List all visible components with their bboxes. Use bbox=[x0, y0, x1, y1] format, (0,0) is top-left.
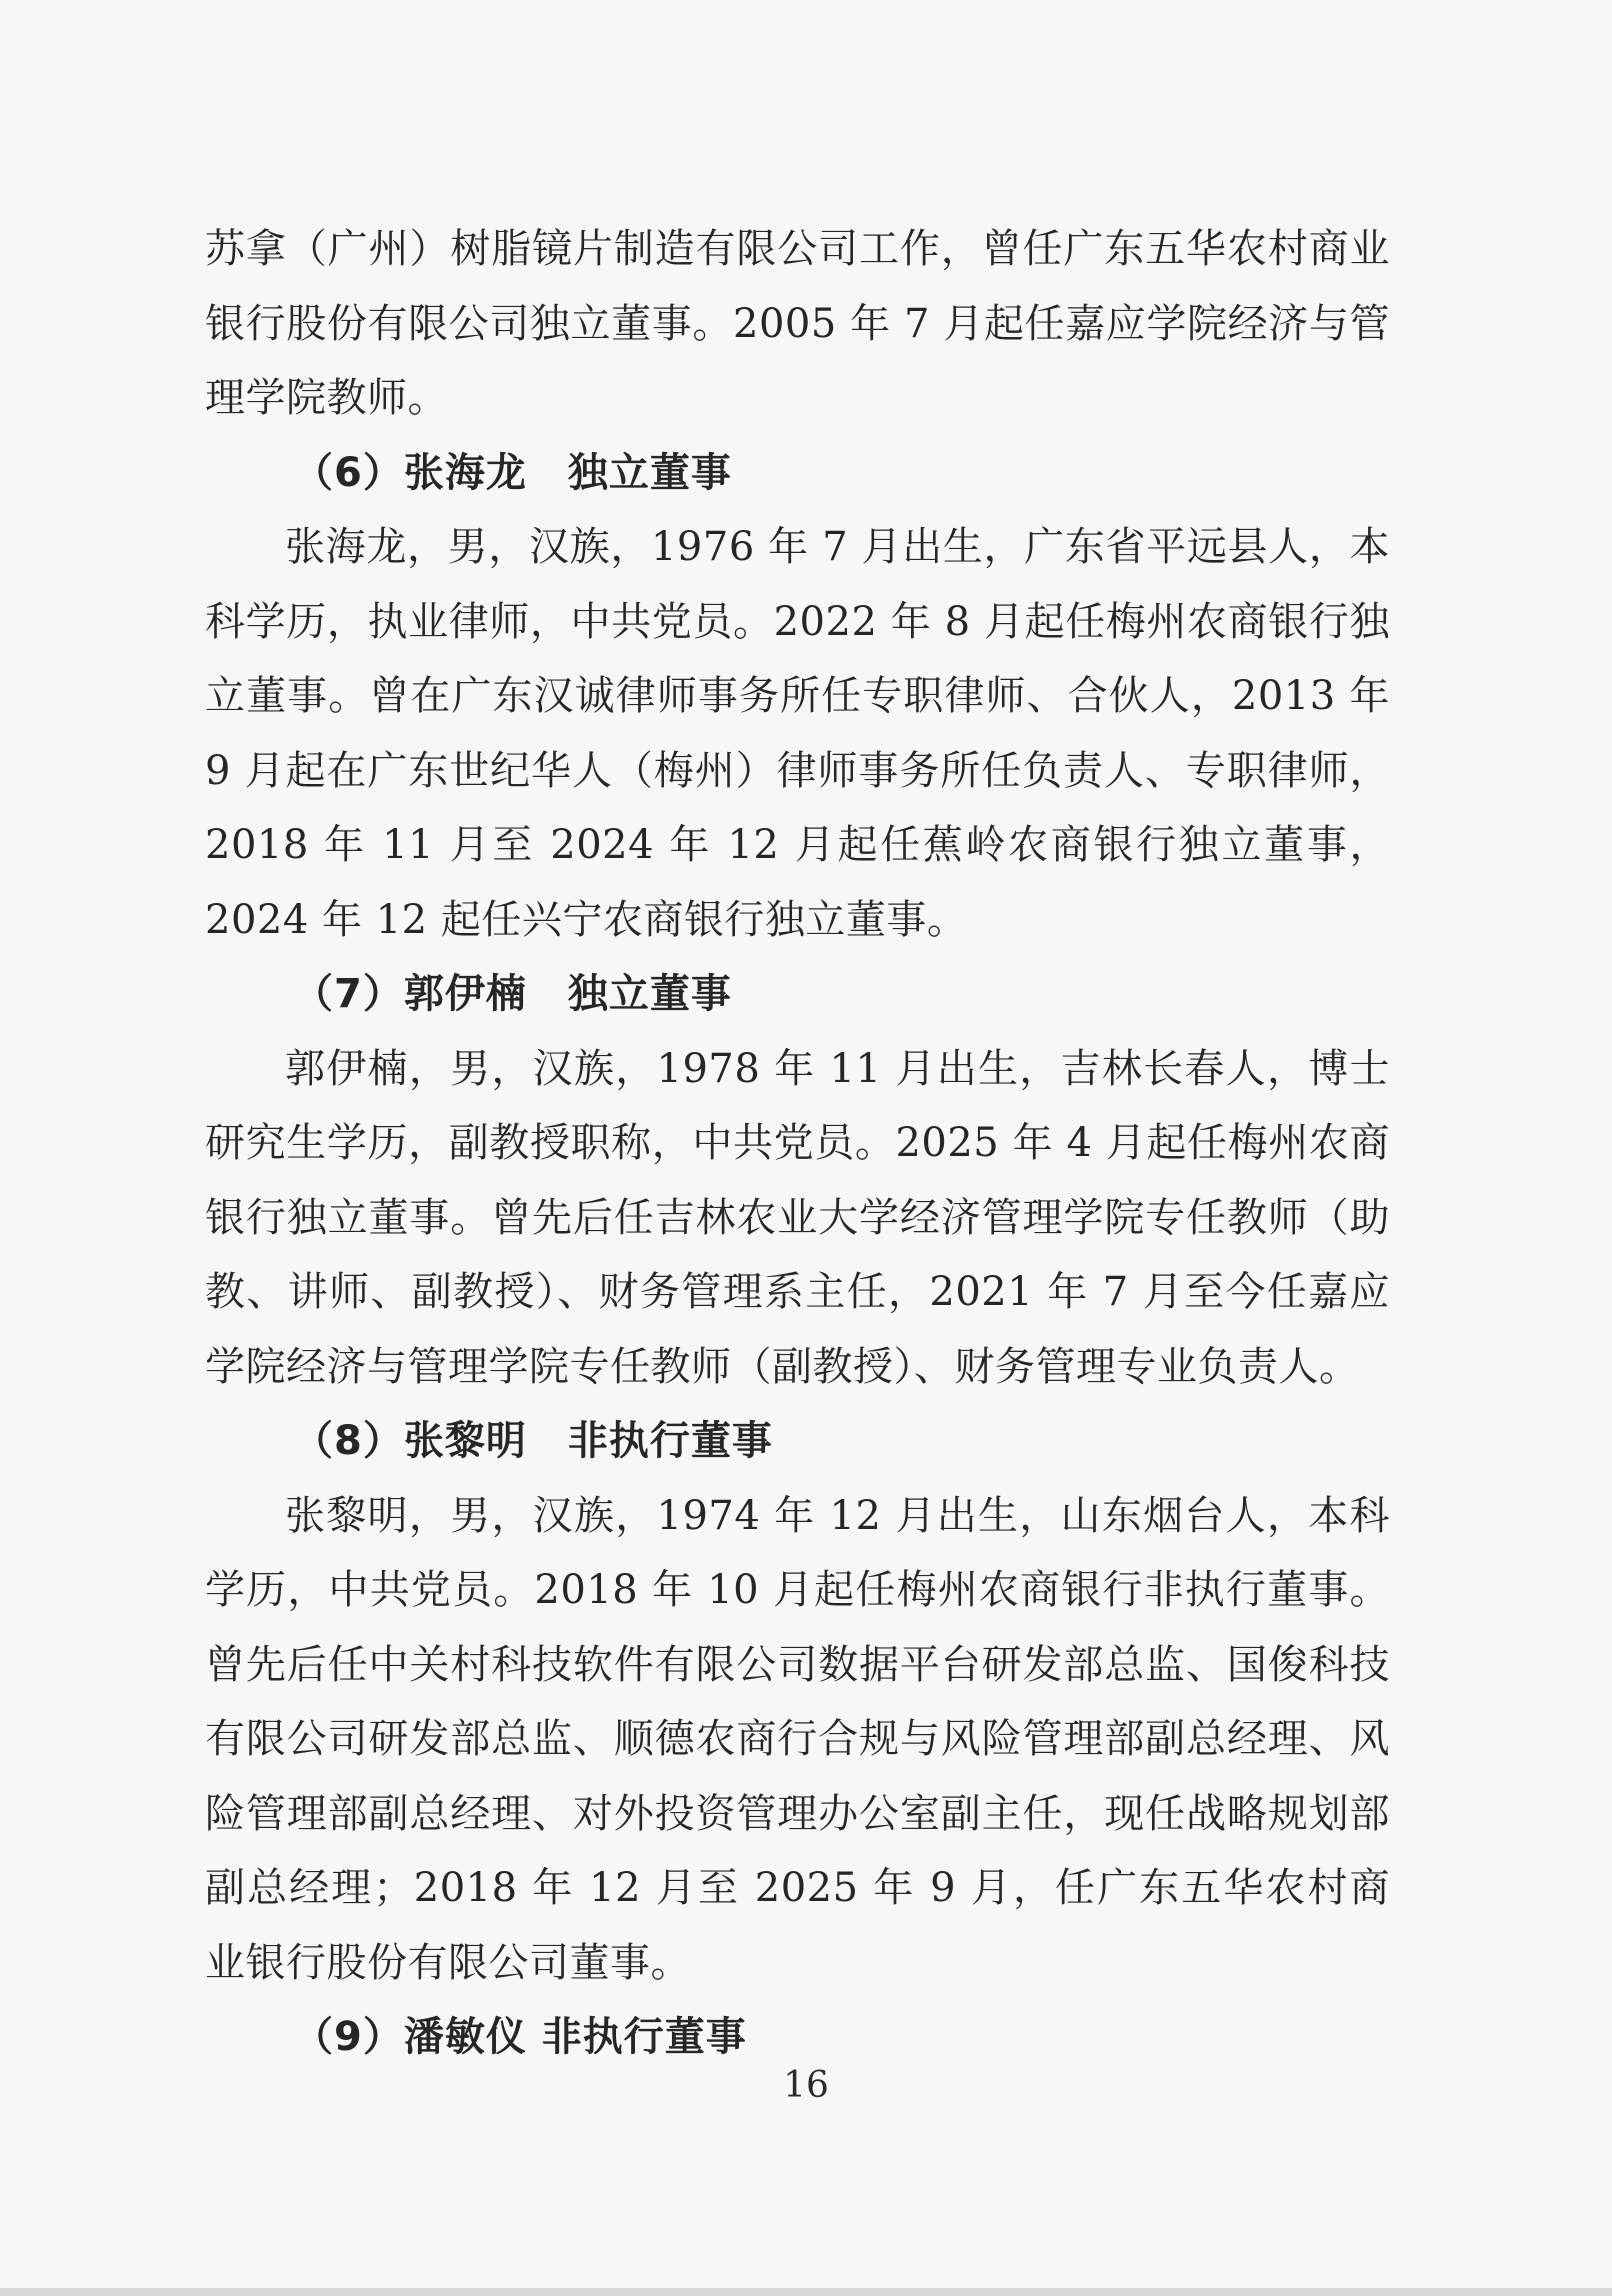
section-heading-8: （8）张黎明 非执行董事 bbox=[293, 1418, 773, 1464]
paragraph-continuation: 苏拿（广州）树脂镜片制造有限公司工作，曾任广东五华农村商业银行股份有限公司独立董事。2005 年 7 月起任嘉应学院经济与管理学院教师。 bbox=[205, 226, 1390, 421]
document-body bbox=[205, 212, 1390, 2075]
paragraph-zhang-hailong: 张海龙，男，汉族，1976 年 7 月出生，广东省平远县人，本科学历，执业律师，中共党员。2022 年 8 月起任梅州农商银行独立董事。曾在广东汉诚律师事务所任专职律师、合伙人，2013 年 9 月起在广东世纪华人（梅州）律师事务所任负责人、专职律师，2018 年 11 月至 2024 年 12 月起任蕉岭农商银行独立董事，2024 年 12 起任兴宁农商银行独立董事。 bbox=[205, 524, 1390, 943]
paragraph-zhang-liming: 张黎明，男，汉族，1974 年 12 月出生，山东烟台人，本科学历，中共党员。2018 年 10 月起任梅州农商银行非执行董事。曾先后任中关村科技软件有限公司数据平台研发部总监、国俊科技有限公司研发部总监、顺德农商行合规与风险管理部副总经理、风险管理部副总经理、对外投资管理办公室副主任，现任战略规划部副总经理；2018 年 12 月至 2025 年 9 月，任广东五华农村商业银行股份有限公司董事。 bbox=[205, 1492, 1390, 1986]
paragraph-guo-yinan: 郭伊楠，男，汉族，1978 年 11 月出生，吉林长春人，博士研究生学历，副教授职称，中共党员。2025 年 4 月起任梅州农商银行独立董事。曾先后任吉林农业大学经济管理学院专任教师（助教、讲师、副教授）、财务管理系主任，2021 年 7 月至今任嘉应学院经济与管理学院专任教师（副教授）、财务管理专业负责人。 bbox=[205, 1045, 1390, 1390]
section-heading-7: （7）郭伊楠 独立董事 bbox=[293, 971, 732, 1017]
page-number: 16 bbox=[783, 2065, 829, 2106]
section-heading-6: （6）张海龙 独立董事 bbox=[293, 449, 732, 496]
section-heading-9: （9）潘敏仪 非执行董事 bbox=[293, 2014, 747, 2060]
scan-bottom-edge bbox=[0, 2288, 1612, 2296]
